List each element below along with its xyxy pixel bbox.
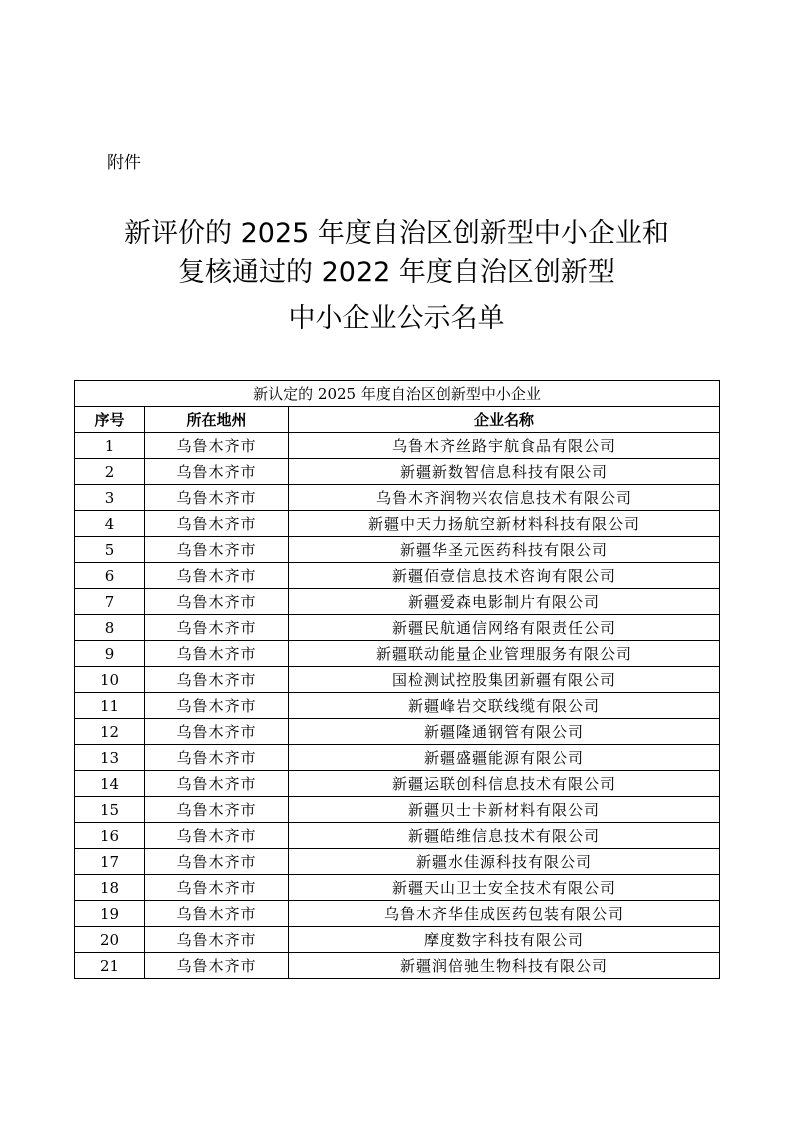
header-company: 企业名称 bbox=[289, 407, 720, 433]
row-company-name: 新疆佰壹信息技术咨询有限公司 bbox=[289, 563, 720, 589]
row-company-name: 新疆新数智信息科技有限公司 bbox=[289, 459, 720, 485]
table-row bbox=[75, 459, 720, 485]
row-location: 乌鲁木齐市 bbox=[145, 953, 289, 979]
row-location: 乌鲁木齐市 bbox=[145, 563, 289, 589]
row-company-name: 新疆民航通信网络有限责任公司 bbox=[289, 615, 720, 641]
row-number: 8 bbox=[75, 615, 145, 641]
row-number: 14 bbox=[75, 771, 145, 797]
row-location: 乌鲁木齐市 bbox=[145, 693, 289, 719]
row-location: 乌鲁木齐市 bbox=[145, 875, 289, 901]
table-row bbox=[75, 615, 720, 641]
row-company-name: 新疆隆通钢管有限公司 bbox=[289, 719, 720, 745]
row-location: 乌鲁木齐市 bbox=[145, 433, 289, 459]
document-title-line-1: 新评价的 2025 年度自治区创新型中小企业和 bbox=[124, 218, 669, 249]
document-title-line-2: 复核通过的 2022 年度自治区创新型 bbox=[178, 257, 615, 288]
row-location: 乌鲁木齐市 bbox=[145, 615, 289, 641]
row-location: 乌鲁木齐市 bbox=[145, 459, 289, 485]
row-number: 4 bbox=[75, 511, 145, 537]
row-number: 11 bbox=[75, 693, 145, 719]
row-location: 乌鲁木齐市 bbox=[145, 823, 289, 849]
row-company-name: 摩度数字科技有限公司 bbox=[289, 927, 720, 953]
row-company-name: 新疆皓维信息技术有限公司 bbox=[289, 823, 720, 849]
row-number: 10 bbox=[75, 667, 145, 693]
row-number: 6 bbox=[75, 563, 145, 589]
row-location: 乌鲁木齐市 bbox=[145, 797, 289, 823]
row-company-name: 新疆爱森电影制片有限公司 bbox=[289, 589, 720, 615]
attachment-label: 附件 bbox=[107, 153, 141, 173]
row-company-name: 新疆联动能量企业管理服务有限公司 bbox=[289, 641, 720, 667]
row-company-name: 新疆盛疆能源有限公司 bbox=[289, 745, 720, 771]
table-row bbox=[75, 589, 720, 615]
row-location: 乌鲁木齐市 bbox=[145, 589, 289, 615]
row-number: 5 bbox=[75, 537, 145, 563]
table-row bbox=[75, 537, 720, 563]
header-no: 序号 bbox=[75, 407, 145, 433]
row-location: 乌鲁木齐市 bbox=[145, 667, 289, 693]
table-row bbox=[75, 563, 720, 589]
row-number: 21 bbox=[75, 953, 145, 979]
table-row bbox=[75, 433, 720, 459]
row-location: 乌鲁木齐市 bbox=[145, 745, 289, 771]
table-row bbox=[75, 719, 720, 745]
table-header-row bbox=[75, 407, 720, 433]
row-location: 乌鲁木齐市 bbox=[145, 927, 289, 953]
row-location: 乌鲁木齐市 bbox=[145, 641, 289, 667]
company-list-table bbox=[74, 380, 720, 979]
row-number: 13 bbox=[75, 745, 145, 771]
row-company-name: 新疆运联创科信息技术有限公司 bbox=[289, 771, 720, 797]
row-number: 7 bbox=[75, 589, 145, 615]
row-location: 乌鲁木齐市 bbox=[145, 771, 289, 797]
row-company-name: 新疆华圣元医药科技有限公司 bbox=[289, 537, 720, 563]
row-company-name: 新疆贝士卡新材料有限公司 bbox=[289, 797, 720, 823]
table-row bbox=[75, 953, 720, 979]
row-company-name: 乌鲁木齐丝路宇航食品有限公司 bbox=[289, 433, 720, 459]
table-row bbox=[75, 927, 720, 953]
row-number: 3 bbox=[75, 485, 145, 511]
row-location: 乌鲁木齐市 bbox=[145, 511, 289, 537]
row-company-name: 新疆中天力扬航空新材料科技有限公司 bbox=[289, 511, 720, 537]
row-number: 2 bbox=[75, 459, 145, 485]
table-row bbox=[75, 875, 720, 901]
row-number: 1 bbox=[75, 433, 145, 459]
table-row bbox=[75, 693, 720, 719]
table-row bbox=[75, 797, 720, 823]
table-body bbox=[75, 433, 720, 979]
row-company-name: 乌鲁木齐华佳成医药包装有限公司 bbox=[289, 901, 720, 927]
table-row bbox=[75, 745, 720, 771]
row-company-name: 新疆峰岩交联线缆有限公司 bbox=[289, 693, 720, 719]
row-company-name: 国检测试控股集团新疆有限公司 bbox=[289, 667, 720, 693]
row-number: 17 bbox=[75, 849, 145, 875]
row-number: 20 bbox=[75, 927, 145, 953]
row-number: 16 bbox=[75, 823, 145, 849]
row-number: 18 bbox=[75, 875, 145, 901]
row-location: 乌鲁木齐市 bbox=[145, 849, 289, 875]
row-location: 乌鲁木齐市 bbox=[145, 719, 289, 745]
table-row bbox=[75, 641, 720, 667]
document-title-line-3: 中小企业公示名单 bbox=[288, 303, 505, 334]
row-location: 乌鲁木齐市 bbox=[145, 901, 289, 927]
table-row bbox=[75, 511, 720, 537]
row-company-name: 新疆润倍驰生物科技有限公司 bbox=[289, 953, 720, 979]
table-row bbox=[75, 849, 720, 875]
row-location: 乌鲁木齐市 bbox=[145, 485, 289, 511]
row-company-name: 新疆天山卫士安全技术有限公司 bbox=[289, 875, 720, 901]
table-row bbox=[75, 823, 720, 849]
header-location: 所在地州 bbox=[145, 407, 289, 433]
row-location: 乌鲁木齐市 bbox=[145, 537, 289, 563]
row-number: 19 bbox=[75, 901, 145, 927]
table-row bbox=[75, 901, 720, 927]
table-caption-row bbox=[75, 381, 720, 407]
table-row bbox=[75, 771, 720, 797]
table-caption: 新认定的 2025 年度自治区创新型中小企业 bbox=[75, 381, 720, 407]
row-number: 9 bbox=[75, 641, 145, 667]
table-row bbox=[75, 485, 720, 511]
table-row bbox=[75, 667, 720, 693]
row-company-name: 新疆水佳源科技有限公司 bbox=[289, 849, 720, 875]
row-number: 12 bbox=[75, 719, 145, 745]
row-number: 15 bbox=[75, 797, 145, 823]
row-company-name: 乌鲁木齐润物兴农信息技术有限公司 bbox=[289, 485, 720, 511]
